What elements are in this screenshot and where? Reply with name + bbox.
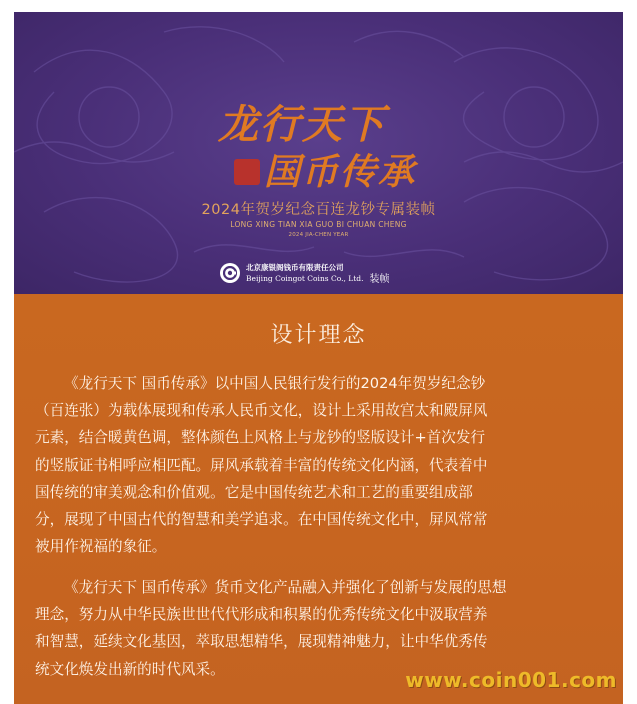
paragraph-line: 《龙行天下 国币传承》以中国人民银行发行的2024年贺岁纪念钞 [64, 375, 486, 392]
red-seal-stamp [234, 159, 260, 185]
header-title-line1: 龙行天下 [218, 101, 386, 148]
paragraph-line: 理念，努力从中华民族世世代代形成和积累的优秀传统文化中汲取营养 [35, 606, 488, 624]
paragraph-line: 被用作祝福的象征。 [35, 538, 167, 556]
section-title: 设计理念 [270, 323, 367, 348]
watermark-url: www.coin001.com [405, 668, 617, 692]
company-name-en: Beijing Coingot Coins Co., Ltd. [246, 273, 364, 283]
design-concept-section [14, 294, 623, 704]
paragraph-line: 元素，结合暖黄色调，整体颜色上风格上与龙钞的竖版设计+首次发行 [35, 429, 486, 447]
paragraph-line: （百连张）为载体展现和传承人民币文化，设计上采用故宫太和殿屏风 [35, 402, 488, 420]
company-tag: 装帧 [369, 273, 390, 285]
company-logo-icon [220, 263, 240, 283]
paragraph-line: 分，展现了中国古代的智慧和美学追求。在中国传统文化中，屏风常常 [35, 511, 488, 529]
header-banner [14, 12, 623, 294]
header-title-line2: 国币传承 [264, 151, 417, 193]
paragraph-line: 的竖版证书相呼应相匹配。屏风承载着丰富的传统文化内涵，代表着中 [35, 456, 488, 474]
paragraph-line: 统文化焕发出新的时代风采。 [35, 660, 225, 678]
company-names [246, 263, 363, 284]
paragraph-line: 和智慧，延续文化基因，萃取思想精华，展现精神魅力，让中华优秀传 [35, 633, 488, 651]
company-block [220, 258, 389, 288]
paragraph-1 [35, 370, 610, 560]
paragraph-line: 《龙行天下 国币传承》货币文化产品融入并强化了创新与发展的思想 [64, 579, 507, 596]
header-year-en: 2024 JIA-CHEN YEAR [288, 232, 349, 238]
paragraph-line: 国传统的审美观念和价值观。它是中国传统艺术和工艺的重要组成部 [35, 483, 473, 501]
paragraph-2 [35, 574, 610, 683]
header-pinyin: LONG XING TIAN XIA GUO BI CHUAN CHENG [230, 220, 407, 229]
header-subtitle: 2024年贺岁纪念百连龙钞专属装帧 [201, 202, 436, 218]
company-name-cn: 北京康银阁钱币有限责任公司 [246, 262, 344, 272]
